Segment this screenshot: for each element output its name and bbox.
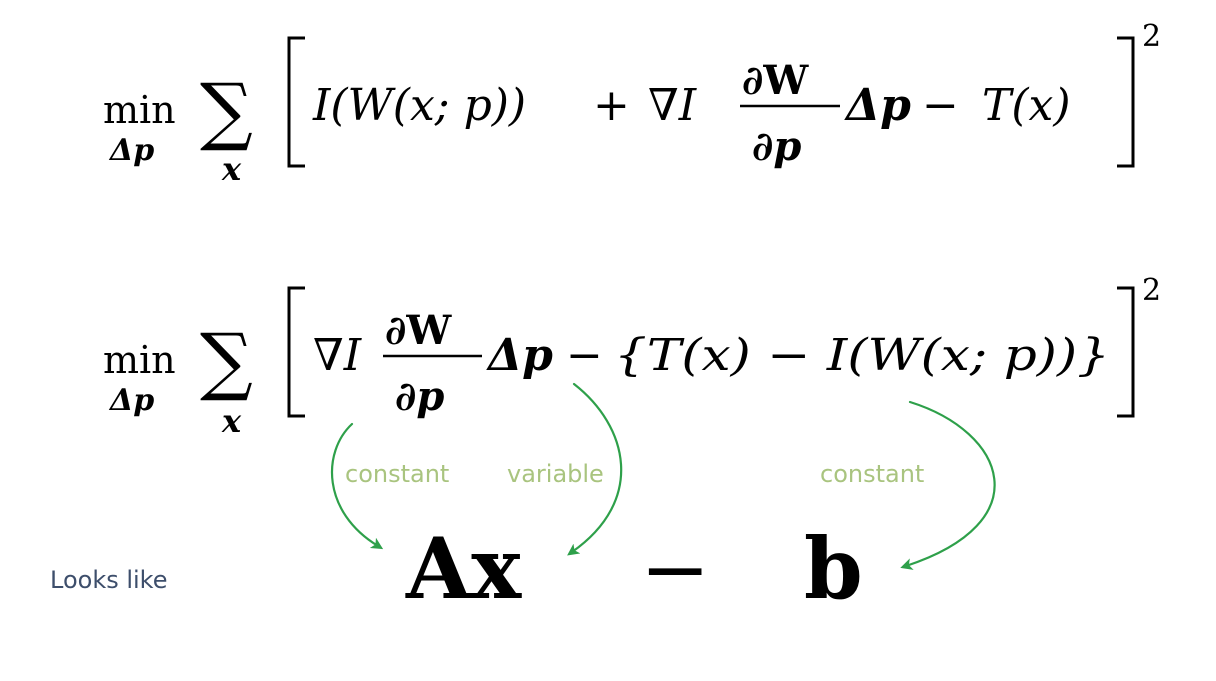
- eq2-min-subscript: Δp: [110, 383, 155, 418]
- eq2-right-bracket: [1117, 288, 1133, 416]
- eq2-minus: −: [566, 330, 603, 381]
- eq1-minus: −: [922, 80, 959, 131]
- label-variable: variable: [507, 460, 604, 488]
- eq2-brace-content: {T(x) − I(W(x; p))}: [614, 330, 1110, 381]
- eq1-frac-denominator: ∂p: [752, 123, 802, 170]
- eq2-left-bracket: [289, 288, 305, 416]
- eq1-min-subscript: Δp: [110, 133, 155, 168]
- eq1-right-bracket: [1117, 38, 1133, 166]
- eq2-sum-symbol: ∑: [200, 318, 253, 404]
- eq1-exponent: 2: [1142, 19, 1162, 54]
- eq2-grad: ∇I: [313, 330, 362, 381]
- eq1-plus: +: [593, 80, 630, 131]
- result-ax: Ax: [406, 519, 522, 618]
- eq1-min-operator: min: [103, 88, 176, 132]
- eq2-frac-denominator: ∂p: [395, 373, 445, 420]
- equation-1: [103, 19, 1161, 188]
- eq1-term-I: I(W(x; p)): [313, 80, 527, 131]
- eq1-delta-p: Δp: [846, 80, 911, 131]
- label-constant-1: constant: [345, 460, 450, 488]
- eq1-sum-subscript: x: [222, 150, 242, 188]
- eq2-sum-subscript: x: [222, 402, 242, 440]
- eq2-exponent: 2: [1142, 273, 1162, 308]
- eq1-sum-symbol: ∑: [200, 68, 253, 154]
- eq2-delta-p: Δp: [488, 330, 553, 381]
- equation-2: [103, 273, 1161, 440]
- eq1-grad: ∇I: [648, 80, 697, 131]
- result-b: b: [804, 519, 863, 618]
- eq1-frac-numerator: ∂W: [742, 57, 809, 104]
- label-constant-2: constant: [820, 460, 925, 488]
- eq2-min-operator: min: [103, 338, 176, 382]
- looks-like-text: Looks like: [50, 566, 168, 594]
- result-minus: −: [640, 520, 711, 618]
- eq2-frac-numerator: ∂W: [385, 307, 452, 354]
- eq1-term-T: T(x): [982, 80, 1071, 131]
- eq1-left-bracket: [289, 38, 305, 166]
